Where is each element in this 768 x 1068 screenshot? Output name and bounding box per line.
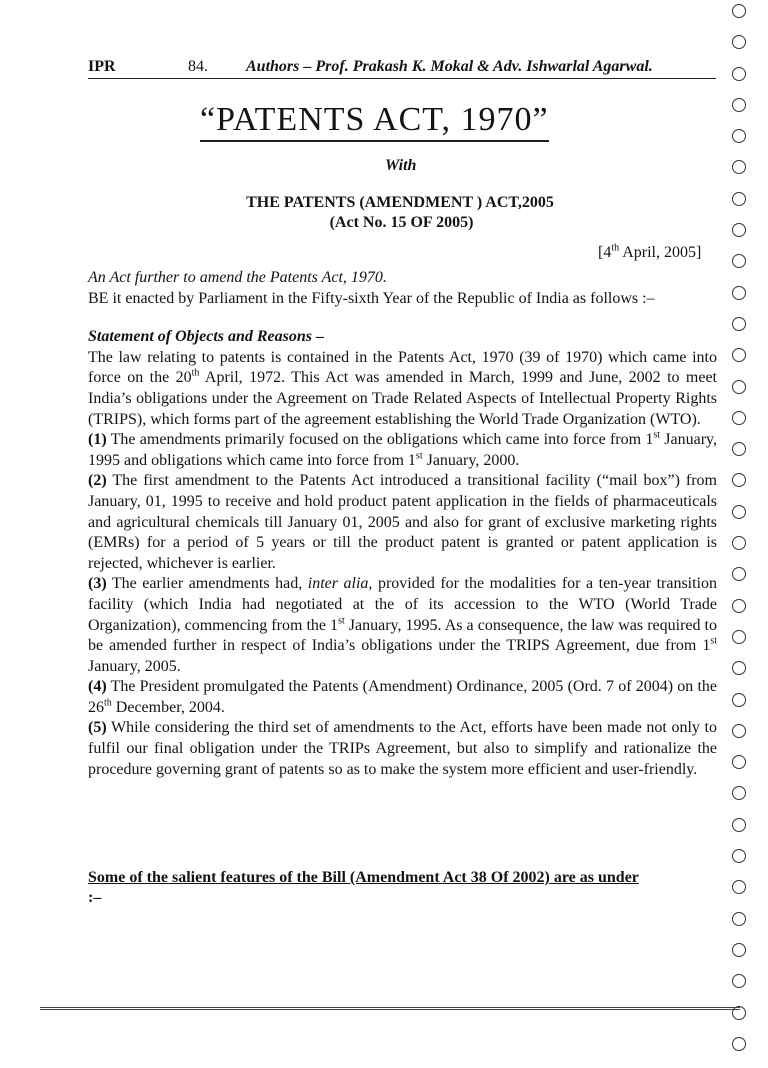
binder-hole-icon xyxy=(732,693,746,707)
date-open-bracket: [ xyxy=(598,244,604,261)
page-number: 84. xyxy=(188,58,208,75)
header-authors: Authors – Prof. Prakash K. Mokal & Adv. Ishwarlal Agarwal. xyxy=(246,58,653,75)
binder-hole-icon xyxy=(732,35,746,49)
date-day-suffix: th xyxy=(611,242,620,254)
binder-hole-icon xyxy=(732,880,746,894)
point-1 xyxy=(88,430,717,471)
point-1-sup-2: st xyxy=(415,450,423,462)
intro-paragraph xyxy=(88,348,717,430)
amendment-act-number: (Act No. 15 OF 2005) xyxy=(329,214,474,231)
statement-heading: Statement of Objects and Reasons – xyxy=(88,328,325,346)
salient-features-tail: :– xyxy=(88,889,102,906)
binder-hole-icon xyxy=(732,473,746,487)
running-header xyxy=(88,58,716,79)
point-5-number: (5) xyxy=(88,719,107,737)
preamble-enactment-line: BE it enacted by Parliament in the Fifty-sixth Year of the Republic of India as follows :– xyxy=(88,289,655,307)
point-1-sup-1: st xyxy=(653,429,661,441)
binder-hole-icon xyxy=(732,943,746,957)
binder-hole-icon xyxy=(732,380,746,394)
header-label: IPR xyxy=(88,58,116,75)
point-1-text-c: January, 2000. xyxy=(422,451,520,469)
with-label: With xyxy=(385,157,417,174)
salient-features-heading xyxy=(88,868,718,908)
binder-hole-icon xyxy=(732,317,746,331)
point-3 xyxy=(88,574,717,677)
intro-sup: th xyxy=(191,368,200,380)
binder-hole-icon xyxy=(732,567,746,581)
binder-hole-icon xyxy=(732,974,746,988)
point-4-text-b: December, 2004. xyxy=(111,698,225,716)
binder-hole-icon xyxy=(732,223,746,237)
binder-hole-icon xyxy=(732,411,746,425)
point-5 xyxy=(88,718,717,780)
point-3-text-c: January, 1995. As a consequence, the law was required to be amended further in respect of India’s obligations under the TRIPS Agreement, due from 1 xyxy=(88,616,717,655)
binder-hole-icon xyxy=(732,755,746,769)
intro-text-b: April, 1972. This Act was amended in March, 1999 and June, 2002 to meet India’s obligations under the Agreement on Trade Related Aspects of Intellectual Property Rights (TRIPS), which forms part of the agreement establishing the World Trade Organization (WTO). xyxy=(88,369,718,428)
binder-hole-icon xyxy=(732,505,746,519)
binder-hole-icon xyxy=(732,661,746,675)
page-bottom-rule xyxy=(40,1007,740,1010)
point-5-text: While considering the third set of amendments to the Act, efforts have been made not only to fulfil our final obligation under the TRIPs Agreement, but also to simplify and rationalize the procedure governing grant of patents so as to make the system more efficient and user-friendly. xyxy=(88,719,717,778)
amendment-act-name: THE PATENTS (AMENDMENT ) ACT,2005 xyxy=(246,194,554,211)
binder-hole-icon xyxy=(732,724,746,738)
intro-text-a: The law relating to patents is contained in the Patents Act, 1970 (39 of 1970) which came into force on the 20 xyxy=(88,348,717,387)
point-2-text: The first amendment to the Patents Act introduced a transitional facility (“mail box”) from January, 01, 1995 to receive and hold product patent application in the fields of pharmaceuticals and agricultural chemicals till January 01, 2005 and also for grant of exclusive marketing rights (EMRs) for a period of 5 years or till the product patent is granted or patent application is rejected, whichever is earlier. xyxy=(88,472,717,572)
binder-hole-icon xyxy=(732,818,746,832)
binder-hole-icon xyxy=(732,129,746,143)
point-3-sup-1: st xyxy=(338,615,345,627)
point-2 xyxy=(88,471,717,574)
point-4-sup: th xyxy=(104,697,112,709)
document-title: “PATENTS ACT, 1970” xyxy=(200,100,549,142)
point-3-text-a: The earlier amendments had, xyxy=(106,575,308,593)
salient-features-text: Some of the salient features of the Bill (Amendment Act 38 Of 2002) are as under xyxy=(88,869,639,886)
binder-hole-icon xyxy=(732,4,746,18)
binder-hole-icon xyxy=(732,599,746,613)
binder-hole-icon xyxy=(732,912,746,926)
binder-holes xyxy=(732,4,752,1068)
binder-hole-icon xyxy=(732,348,746,362)
binder-hole-icon xyxy=(732,98,746,112)
date-rest: April, 2005] xyxy=(619,244,702,261)
binder-hole-icon xyxy=(732,192,746,206)
point-4 xyxy=(88,677,717,718)
point-4-number: (4) xyxy=(88,678,107,696)
binder-hole-icon xyxy=(732,286,746,300)
preamble-act-line: An Act further to amend the Patents Act, 1970. xyxy=(88,269,387,286)
point-2-number: (2) xyxy=(88,472,107,490)
enactment-date xyxy=(598,244,701,262)
point-3-italic: inter alia xyxy=(307,575,369,593)
point-1-text-a: The amendments primarily focused on the obligations which came into force from 1 xyxy=(106,431,654,449)
point-1-number: (1) xyxy=(88,431,107,449)
point-4-text-a: The President promulgated the Patents (Amendment) Ordinance, 2005 (Ord. 7 of 2004) on the 26 xyxy=(88,678,717,716)
point-3-sup-2: st xyxy=(710,635,717,647)
binder-hole-icon xyxy=(732,67,746,81)
binder-hole-icon xyxy=(732,630,746,644)
date-day: 4 xyxy=(603,244,612,261)
binder-hole-icon xyxy=(732,1037,746,1051)
point-1-text-b: January, 1995 and obligations which came into force from 1 xyxy=(88,431,718,469)
paragraph-gap xyxy=(88,309,717,327)
point-3-text-d: January, 2005. xyxy=(88,657,181,675)
binder-hole-icon xyxy=(732,786,746,800)
binder-hole-icon xyxy=(732,849,746,863)
point-3-number: (3) xyxy=(88,575,107,593)
binder-hole-icon xyxy=(732,254,746,268)
binder-hole-icon xyxy=(732,536,746,550)
binder-hole-icon xyxy=(732,442,746,456)
document-body xyxy=(88,268,717,780)
binder-hole-icon xyxy=(732,160,746,174)
point-3-text-b: , provided for the modalities for a ten-year transition facility (which India had negotiated at the of its accession to the WTO (World Trade Organization), commencing from the 1 xyxy=(88,575,718,634)
